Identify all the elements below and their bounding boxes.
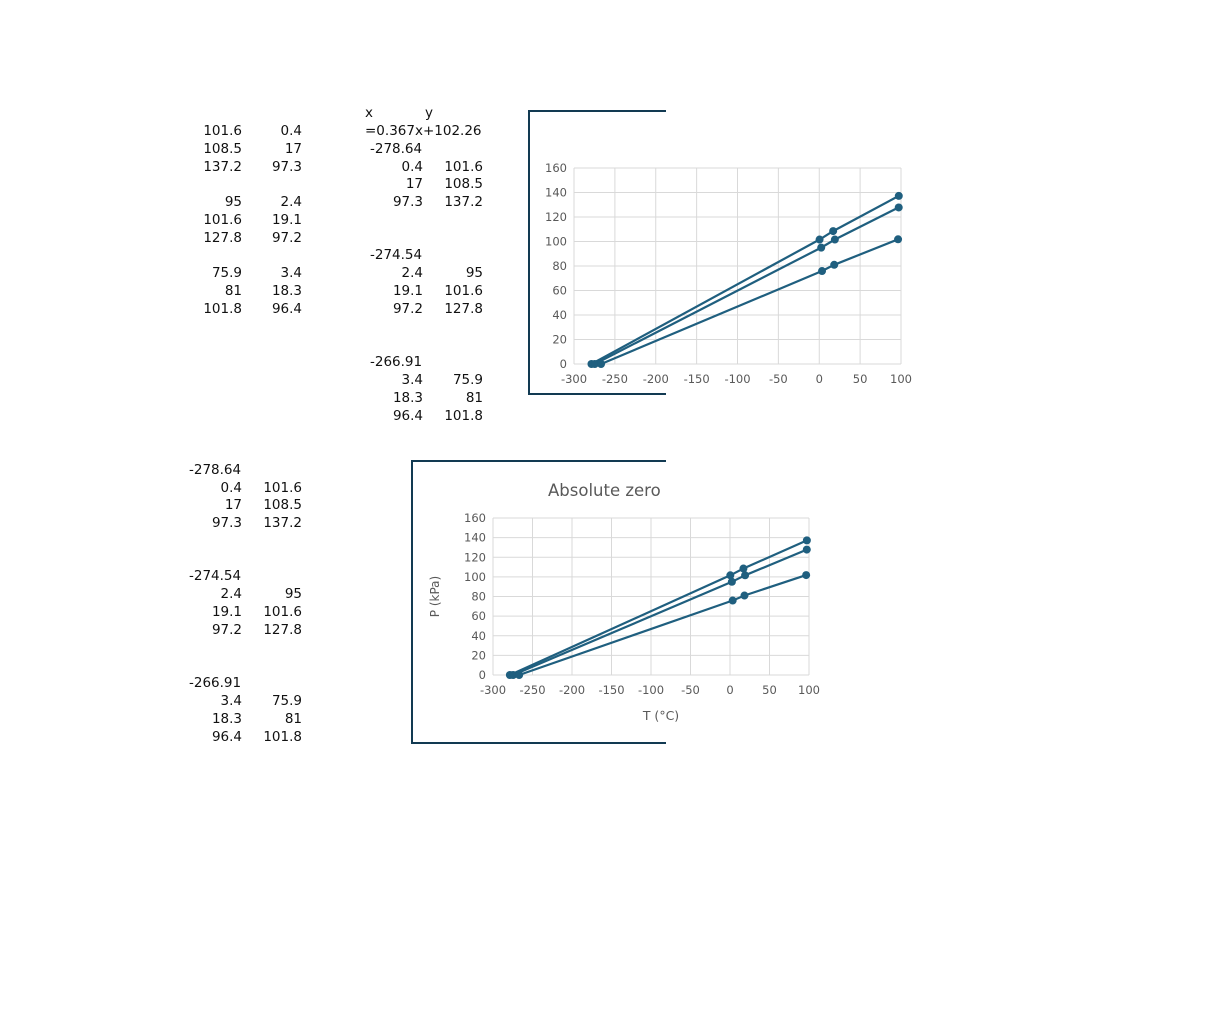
fit-formula: =0.367x+102.26	[365, 123, 482, 139]
left-b-8: 18.3	[271, 283, 302, 299]
data-point-s3-p3	[830, 261, 838, 269]
bottom-intercept-1: -278.64	[189, 462, 242, 478]
x-tick-label: -100	[724, 372, 751, 386]
chart-title: Absolute zero	[548, 481, 661, 500]
mid-x-3-3: 96.4	[392, 408, 423, 424]
y-tick-label: 40	[471, 628, 486, 643]
mid-x-2-1: 2.4	[401, 265, 423, 281]
series-line-2	[513, 550, 807, 675]
bottom-x-3-2: 18.3	[211, 711, 242, 727]
bottom-x-3-3: 96.4	[211, 729, 242, 745]
y-tick-label: 60	[471, 609, 486, 624]
mid-intercept-2: -274.54	[370, 247, 423, 263]
bottom-y-2-3: 127.8	[263, 622, 302, 638]
x-tick-label: -250	[601, 372, 628, 386]
series-line-2	[595, 207, 899, 364]
mid-x-3-2: 18.3	[392, 390, 423, 406]
mid-intercept-1: -278.64	[370, 141, 423, 157]
data-point-s1-p2	[816, 236, 824, 244]
mid-x-2-2: 19.1	[392, 283, 423, 299]
bottom-y-3-3: 101.8	[263, 729, 302, 745]
mid-x-1-2: 17	[405, 176, 423, 192]
mid-y-3-1: 75.9	[452, 372, 483, 388]
mid-y-1-3: 137.2	[444, 194, 483, 210]
x-tick-label: 50	[852, 372, 868, 386]
x-tick-label: -300	[479, 683, 507, 697]
bottom-y-1-2: 108.5	[263, 497, 302, 513]
bottom-x-2-3: 97.2	[211, 622, 242, 638]
chart-bottom	[411, 460, 1111, 744]
chart-top	[528, 110, 1228, 395]
mid-x-2-3: 97.2	[392, 301, 423, 317]
x-tick-label: 0	[815, 372, 823, 386]
bottom-x-1-1: 0.4	[220, 480, 242, 496]
bottom-x-3-1: 3.4	[220, 693, 242, 709]
bottom-x-1-2: 17	[224, 497, 242, 513]
left-a-1: 101.6	[203, 123, 242, 139]
header-x: x	[365, 105, 373, 121]
data-point-s2-p3	[741, 571, 749, 579]
y-tick-label: 120	[545, 210, 567, 224]
y-tick-label: 100	[545, 234, 567, 249]
x-tick-label: 100	[890, 372, 912, 386]
left-b-3: 97.3	[271, 159, 302, 175]
y-tick-label: 140	[464, 530, 486, 545]
bottom-intercept-2: -274.54	[189, 568, 242, 584]
data-point-s3-p2	[818, 267, 826, 275]
bottom-y-2-2: 101.6	[263, 604, 302, 620]
left-b-1: 0.4	[280, 123, 302, 139]
left-b-9: 96.4	[271, 301, 302, 317]
x-tick-label: -50	[681, 683, 700, 697]
mid-y-1-1: 101.6	[444, 159, 483, 175]
x-tick-label: -300	[560, 372, 588, 386]
mid-x-1-3: 97.3	[392, 194, 423, 210]
bottom-y-3-2: 81	[284, 711, 302, 727]
data-point-s1-p4	[895, 192, 903, 200]
mid-y-1-2: 108.5	[444, 176, 483, 192]
left-a-2: 108.5	[203, 141, 242, 157]
mid-x-3-1: 3.4	[401, 372, 423, 388]
y-tick-label: 40	[552, 308, 567, 322]
left-a-6: 127.8	[203, 230, 242, 246]
left-b-2: 17	[284, 141, 302, 157]
mid-y-3-2: 81	[465, 390, 483, 406]
mid-x-1-1: 0.4	[401, 159, 423, 175]
y-tick-label: 20	[471, 648, 486, 663]
x-tick-label: -150	[683, 372, 710, 386]
data-point-s2-p3	[831, 236, 839, 244]
y-tick-label: 160	[545, 161, 567, 175]
left-a-4: 95	[224, 194, 242, 210]
y-tick-label: 140	[545, 185, 567, 200]
data-point-s2-p2	[817, 244, 825, 252]
data-point-s2-p2	[728, 578, 736, 586]
y-tick-label: 80	[552, 259, 567, 273]
bottom-y-1-1: 101.6	[263, 480, 302, 496]
bottom-y-2-1: 95	[284, 586, 302, 602]
x-tick-label: 100	[798, 683, 820, 697]
data-point-s2-p4	[895, 203, 903, 211]
y-tick-label: 0	[559, 357, 567, 371]
y-tick-label: 120	[464, 550, 486, 565]
y-tick-label: 100	[464, 569, 486, 584]
y-tick-label: 80	[471, 589, 486, 604]
chart-top-frame[interactable]	[528, 110, 912, 395]
mid-y-2-1: 95	[465, 265, 483, 281]
x-tick-label: 0	[726, 683, 734, 697]
y-tick-label: 20	[552, 332, 567, 347]
bottom-x-2-2: 19.1	[211, 604, 242, 620]
mid-y-2-3: 127.8	[444, 301, 483, 317]
x-tick-label: -50	[768, 372, 788, 386]
y-tick-label: 60	[552, 283, 567, 298]
left-a-9: 101.8	[203, 301, 242, 317]
header-y: y	[425, 105, 433, 121]
data-point-s1-p3	[829, 227, 837, 235]
data-point-s3-p4	[894, 235, 902, 243]
data-point-s3-p1	[515, 671, 523, 679]
bottom-x-2-1: 2.4	[220, 586, 242, 602]
data-point-s1-p3	[739, 565, 747, 573]
data-point-s1-p4	[803, 536, 811, 544]
x-axis-label: T (°C)	[642, 708, 680, 723]
series-line-3	[519, 575, 806, 675]
left-a-5: 101.6	[203, 212, 242, 228]
y-tick-label: 0	[478, 668, 486, 682]
y-tick-label: 160	[464, 511, 486, 525]
x-tick-label: -200	[558, 683, 586, 697]
left-a-3: 137.2	[203, 159, 242, 175]
bottom-y-1-3: 137.2	[263, 515, 302, 531]
data-point-s3-p1	[597, 360, 605, 368]
left-b-6: 97.2	[271, 230, 302, 246]
series-line-1	[592, 196, 899, 364]
left-b-7: 3.4	[280, 265, 302, 281]
left-a-7: 75.9	[211, 265, 242, 281]
bottom-y-3-1: 75.9	[271, 693, 302, 709]
data-point-s3-p2	[729, 597, 737, 605]
bottom-x-1-3: 97.3	[211, 515, 242, 531]
y-axis-label: P (kPa)	[428, 575, 442, 618]
left-b-4: 2.4	[280, 194, 302, 210]
data-point-s3-p4	[802, 571, 810, 579]
left-a-8: 81	[224, 283, 242, 299]
data-point-s3-p3	[740, 592, 748, 600]
x-tick-label: -100	[637, 683, 665, 697]
left-b-5: 19.1	[271, 212, 302, 228]
bottom-intercept-3: -266.91	[189, 675, 242, 691]
chart-bottom-frame[interactable]	[411, 460, 820, 744]
x-tick-label: -200	[642, 372, 669, 386]
x-tick-label: 50	[762, 683, 777, 697]
x-tick-label: -150	[598, 683, 625, 697]
series-line-3	[601, 239, 898, 364]
series-line-1	[510, 540, 807, 675]
mid-y-3-3: 101.8	[444, 408, 483, 424]
mid-intercept-3: -266.91	[370, 354, 423, 370]
data-point-s2-p4	[803, 546, 811, 554]
mid-y-2-2: 101.6	[444, 283, 483, 299]
x-tick-label: -250	[519, 683, 546, 697]
